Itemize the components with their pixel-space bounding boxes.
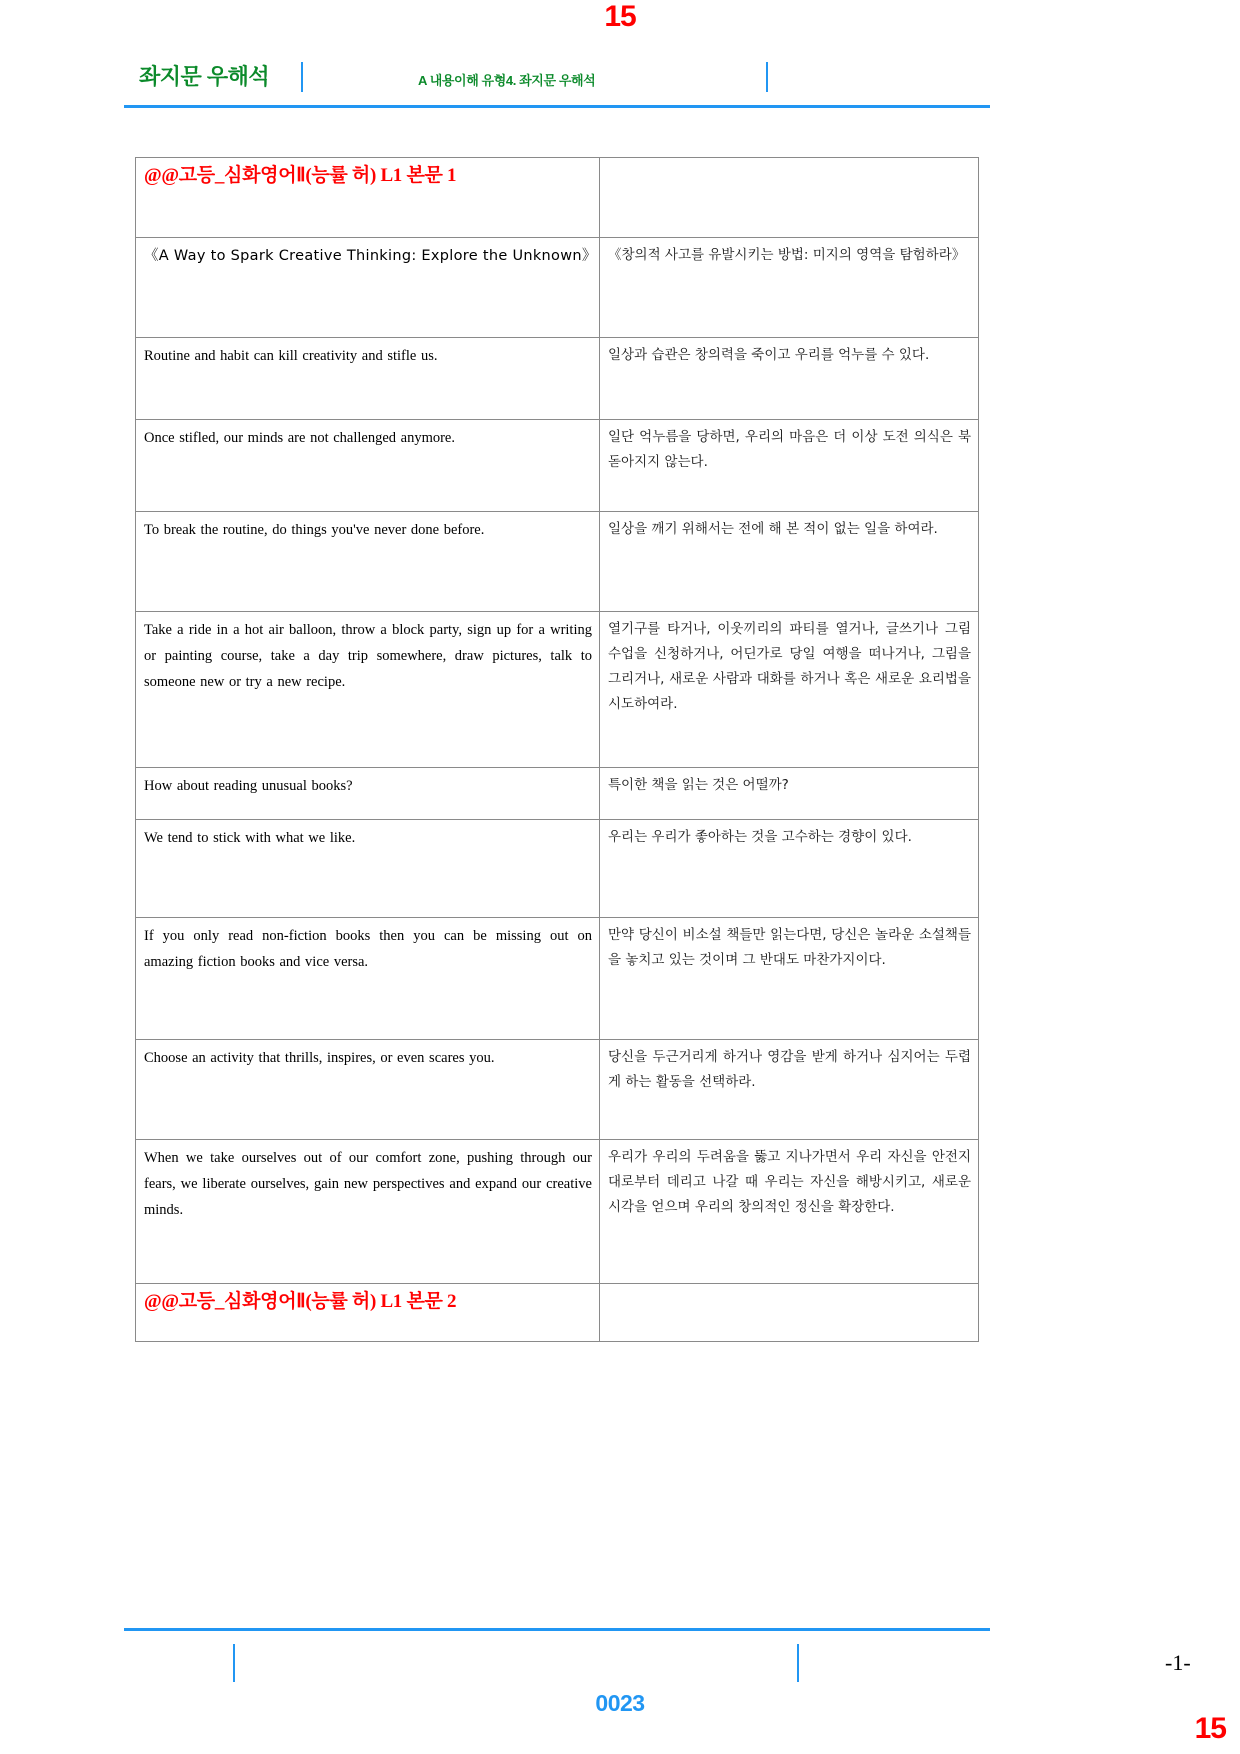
table-row (136, 420, 979, 512)
cell-english-sentence: If you only read non-fiction books then you can be missing out on amazing fiction books and vice versa. (136, 918, 600, 1040)
cell-korean-sentence: 일단 억누름을 당하면, 우리의 마음은 더 이상 도전 의식은 북돋아지지 않는다. (600, 420, 979, 512)
cell-english-sentence: Choose an activity that thrills, inspires, or even scares you. (136, 1040, 600, 1140)
table-row (136, 768, 979, 820)
cell-korean-sentence: 우리는 우리가 좋아하는 것을 고수하는 경향이 있다. (600, 820, 979, 918)
table-row (136, 612, 979, 768)
footer-divider-bar-left (233, 1644, 235, 1682)
table-row (136, 238, 979, 338)
header-divider-bar-left (301, 62, 303, 92)
cell-english-sentence: We tend to stick with what we like. (136, 820, 600, 918)
cell-english-sentence: Take a ride in a hot air balloon, throw a block party, sign up for a writing or painting course, take a day trip somewhere, draw pictures, talk to someone new or try a new recipe. (136, 612, 600, 768)
passage-marker-top: @@고등_심화영어Ⅱ(능률 허) L1 본문 1 (136, 158, 600, 238)
header-horizontal-rule (124, 105, 990, 108)
cell-korean-sentence: 만약 당신이 비소설 책들만 읽는다면, 당신은 놀라운 소설책들을 놓치고 있는 것이며 그 반대도 마찬가지이다. (600, 918, 979, 1040)
cell-korean-sentence: 일상을 깨기 위해서는 전에 해 본 적이 없는 일을 하여라. (600, 512, 979, 612)
footer-document-code: 0023 (595, 1690, 645, 1716)
cell-english-sentence: Once stifled, our minds are not challenged anymore. (136, 420, 600, 512)
page-header (130, 58, 1110, 108)
cell-korean-title: 《창의적 사고를 유발시키는 방법: 미지의 영역을 탐험하라》 (600, 238, 979, 338)
cell-korean-sentence: 일상과 습관은 창의력을 죽이고 우리를 억누를 수 있다. (600, 338, 979, 420)
cell-english-title: 《A Way to Spark Creative Thinking: Explore the Unknown》 (136, 238, 600, 338)
passage-marker-top-blank (600, 158, 979, 238)
table-row-marker-bottom (136, 1284, 979, 1342)
footer-page-indicator: -1- (1165, 1650, 1191, 1675)
header-left-title: 좌지문 우해석 (139, 64, 270, 89)
cell-korean-sentence: 특이한 책을 읽는 것은 어떨까? (600, 768, 979, 820)
bilingual-passage-table (135, 157, 979, 1342)
cell-english-sentence: When we take ourselves out of our comfort zone, pushing through our fears, we liberate ourselves, gain new perspectives and expand our creative minds. (136, 1140, 600, 1284)
table-row (136, 338, 979, 420)
bottom-page-number: 15 (1194, 1712, 1226, 1745)
cell-korean-sentence: 당신을 두근거리게 하거나 영감을 받게 하거나 심지어는 두렵게 하는 활동을 선택하라. (600, 1040, 979, 1140)
table-row (136, 512, 979, 612)
table-row (136, 1040, 979, 1140)
table-row (136, 918, 979, 1040)
footer-divider-bar-right (797, 1644, 799, 1682)
top-page-number: 15 (604, 0, 636, 33)
cell-english-sentence: How about reading unusual books? (136, 768, 600, 820)
header-divider-bar-right (766, 62, 768, 92)
footer-horizontal-rule (124, 1628, 990, 1631)
cell-english-sentence: Routine and habit can kill creativity and stifle us. (136, 338, 600, 420)
cell-korean-sentence: 열기구를 타거나, 이웃끼리의 파티를 열거나, 글쓰기나 그림 수업을 신청하거나, 어딘가로 당일 여행을 떠나거나, 그림을 그리거나, 새로운 사람과 대화를 하거나 혹은 새로운 요리법을 시도하여라. (600, 612, 979, 768)
table-row (136, 1140, 979, 1284)
cell-korean-sentence: 우리가 우리의 두려움을 뚫고 지나가면서 우리 자신을 안전지대로부터 데리고 나갈 때 우리는 자신을 해방시키고, 새로운 시각을 얻으며 우리의 창의적인 정신을 확장한다. (600, 1140, 979, 1284)
header-center-title: A 내용이해 유형4. 좌지문 우해석 (418, 73, 596, 88)
passage-marker-bottom: @@고등_심화영어Ⅱ(능률 허) L1 본문 2 (136, 1284, 600, 1342)
passage-marker-bottom-blank (600, 1284, 979, 1342)
table-row (136, 820, 979, 918)
table-row-marker-top (136, 158, 979, 238)
cell-english-sentence: To break the routine, do things you've never done before. (136, 512, 600, 612)
